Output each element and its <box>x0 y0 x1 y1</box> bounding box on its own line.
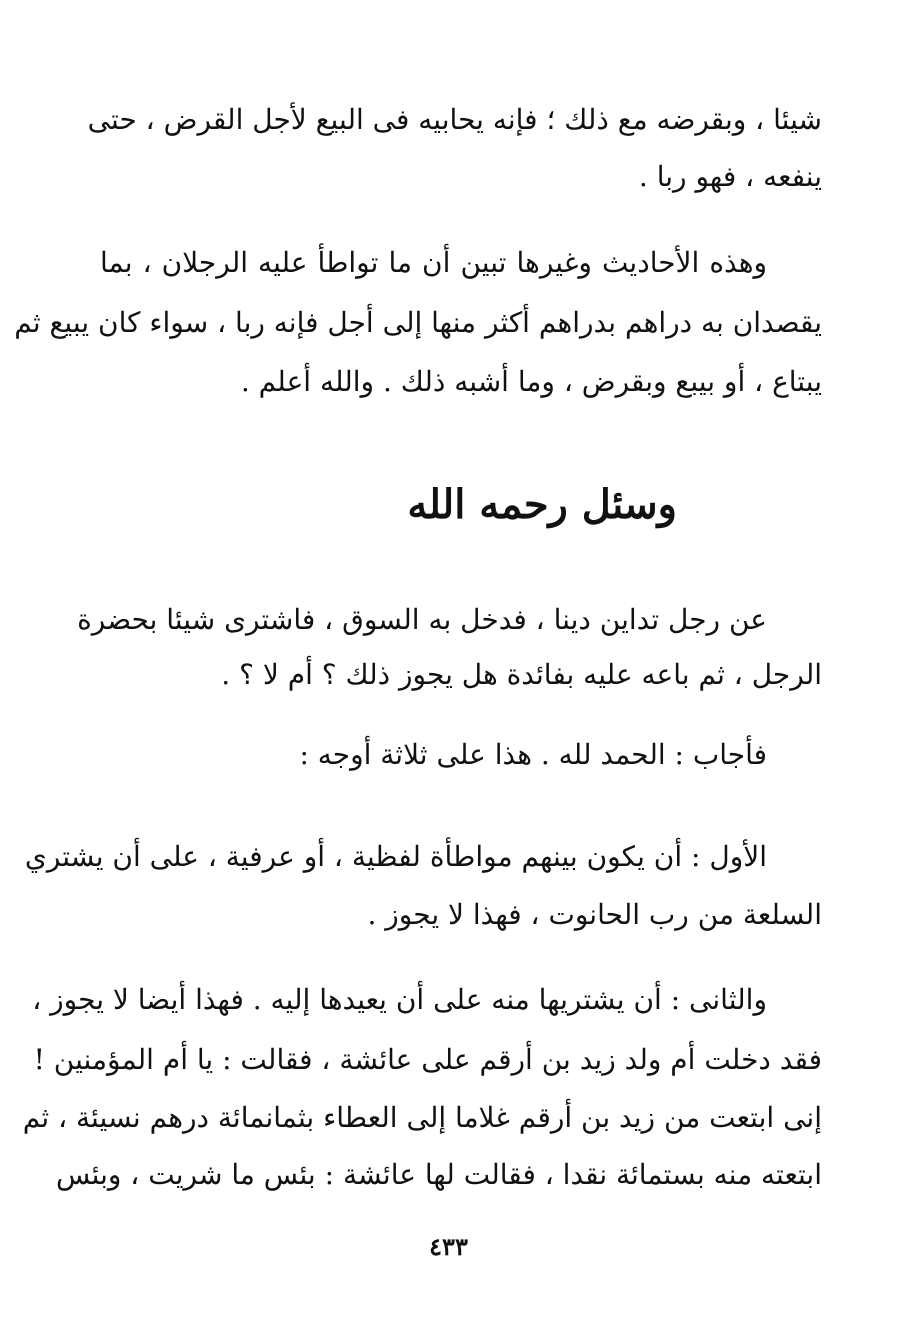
answer-intro: فأجاب : الحمد لله . هذا على ثلاثة أوجه : <box>299 738 767 771</box>
page-number: ٤٣٣ <box>429 1232 468 1261</box>
question-line-1: عن رجل تداين دينا ، فدخل به السوق ، فاشترى شيئا بحضرة <box>77 603 767 636</box>
paragraph-2-line-2: يقصدان به دراهم بدراهم أكثر منها إلى أجل فإنه ربا ، سواء كان يبيع ثم <box>14 306 822 339</box>
second-case-line-1: والثانى : أن يشتريها منه على أن يعيدها إليه . فهذا أيضا لا يجوز ، <box>32 983 767 1016</box>
first-case-line-1: الأول : أن يكون بينهم مواطأة لفظية ، أو عرفية ، على أن يشتري <box>24 840 767 873</box>
paragraph-1-line-1: شيئا ، وبقرضه مع ذلك ؛ فإنه يحابيه فى البيع لأجل القرض ، حتى <box>87 103 822 136</box>
second-case-line-4: ابتعته منه بستمائة نقدا ، فقالت لها عائشة : بئس ما شريت ، وبئس <box>55 1158 822 1191</box>
paragraph-1-line-2: ينفعه ، فهو ربا . <box>638 160 822 193</box>
second-case-line-3: إنى ابتعت من زيد بن أرقم غلاما إلى العطاء بثمانمائة درهم نسيئة ، ثم <box>22 1101 822 1134</box>
paragraph-2-line-1: وهذه الأحاديث وغيرها تبين أن ما تواطأ عليه الرجلان ، بما <box>100 246 767 279</box>
question-line-2: الرجل ، ثم باعه عليه بفائدة هل يجوز ذلك ؟ أم لا ؟ . <box>221 658 822 691</box>
first-case-line-2: السلعة من رب الحانوت ، فهذا لا يجوز . <box>367 898 822 931</box>
paragraph-2-line-3: يبتاع ، أو بيبع وبقرض ، وما أشبه ذلك . والله أعلم . <box>240 365 822 398</box>
section-heading: وسئل رحمه الله <box>407 481 677 528</box>
second-case-line-2: فقد دخلت أم ولد زيد بن أرقم على عائشة ، فقالت : يا أم المؤمنين ! <box>33 1043 822 1076</box>
